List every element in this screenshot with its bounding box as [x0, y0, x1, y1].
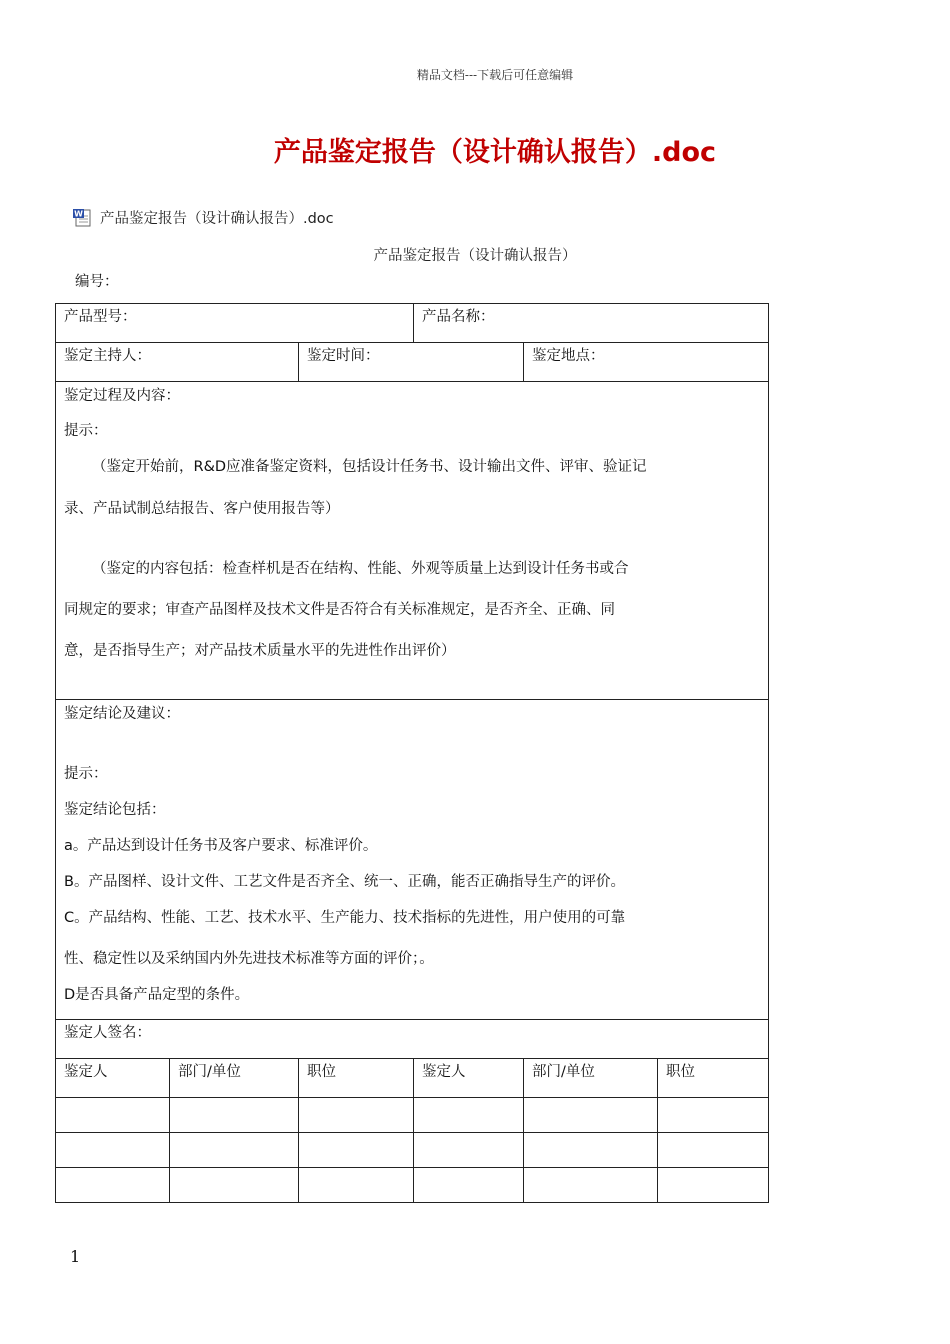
process-tip: 提示：: [64, 423, 108, 439]
conclusion-item-b: B。产品图样、设计文件、工艺文件是否齐全、统一、正确，能否正确指导生产的评价。: [64, 874, 625, 890]
sig-header-appraiser-2: 鉴定人: [414, 1059, 524, 1098]
conclusion-item-a: a。产品达到设计任务书及客户要求、标准评价。: [64, 838, 378, 854]
conclusion-item-c-line-1: C。产品结构、性能、工艺、技术水平、生产能力、技术指标的先进性，用户使用的可靠: [64, 910, 626, 926]
host-cell[interactable]: 鉴定主持人：: [56, 343, 299, 382]
sig-header-department-2: 部门/单位: [524, 1059, 658, 1098]
conclusion-tip: 提示：: [64, 766, 108, 782]
sig-cell[interactable]: [56, 1133, 170, 1168]
sig-cell[interactable]: [414, 1098, 524, 1133]
process-paragraph-1-line-1: （鉴定开始前，R&D应准备鉴定资料，包括设计任务书、设计输出文件、评审、验证记: [92, 459, 647, 475]
sig-cell[interactable]: [170, 1168, 299, 1203]
svg-text:W: W: [74, 209, 83, 218]
place-cell[interactable]: 鉴定地点：: [524, 343, 769, 382]
sig-cell[interactable]: [170, 1133, 299, 1168]
sig-cell[interactable]: [658, 1133, 769, 1168]
signature-row: [56, 1133, 769, 1168]
sig-cell[interactable]: [524, 1133, 658, 1168]
sig-cell[interactable]: [56, 1098, 170, 1133]
sig-cell[interactable]: [414, 1133, 524, 1168]
product-name-cell[interactable]: 产品名称：: [414, 304, 769, 343]
document-subtitle: 产品鉴定报告（设计确认报告）: [373, 248, 577, 264]
sig-header-department: 部门/单位: [170, 1059, 299, 1098]
page-number: 1: [70, 1247, 81, 1266]
sig-cell[interactable]: [299, 1098, 414, 1133]
conclusion-item-c-line-2: 性、稳定性以及采纳国内外先进技术标准等方面的评价；。: [64, 951, 434, 967]
sig-cell[interactable]: [299, 1133, 414, 1168]
conclusion-cell[interactable]: [56, 700, 769, 1020]
sig-cell[interactable]: [299, 1168, 414, 1203]
process-title: 鉴定过程及内容：: [64, 388, 180, 404]
sig-cell[interactable]: [658, 1098, 769, 1133]
process-paragraph-2-line-3: 意，是否指导生产；对产品技术质量水平的先进性作出评价）: [64, 643, 456, 659]
sig-cell[interactable]: [658, 1168, 769, 1203]
sig-header-appraiser: 鉴定人: [56, 1059, 170, 1098]
process-paragraph-2-line-1: （鉴定的内容包括：检查样机是否在结构、性能、外观等质量上达到设计任务书或合: [92, 561, 629, 577]
document-title: 产品鉴定报告（设计确认报告）.doc: [273, 137, 717, 168]
sig-header-position: 职位: [299, 1059, 414, 1098]
product-model-cell[interactable]: 产品型号：: [56, 304, 414, 343]
process-paragraph-1-line-2: 录、产品试制总结报告、客户使用报告等）: [64, 501, 340, 517]
appraisal-form: [55, 303, 769, 1203]
signature-row: [56, 1098, 769, 1133]
process-paragraph-2-line-2: 同规定的要求；审查产品图样及技术文件是否符合有关标准规定，是否齐全、正确、同: [64, 602, 615, 618]
sig-header-position-2: 职位: [658, 1059, 769, 1098]
word-doc-icon: [72, 208, 92, 228]
time-cell[interactable]: 鉴定时间：: [299, 343, 524, 382]
signature-row: [56, 1168, 769, 1203]
sig-cell[interactable]: [56, 1168, 170, 1203]
file-line: [72, 207, 334, 228]
conclusion-item-d: D是否具备产品定型的条件。: [64, 987, 250, 1003]
conclusion-title: 鉴定结论及建议：: [64, 706, 180, 722]
header-note: 精品文档---下载后可任意编辑: [416, 68, 574, 82]
process-cell[interactable]: [56, 382, 769, 700]
sig-cell[interactable]: [414, 1168, 524, 1203]
conclusion-includes: 鉴定结论包括：: [64, 802, 166, 818]
number-label: 编号：: [75, 274, 119, 290]
sig-cell[interactable]: [170, 1098, 299, 1133]
signature-title-cell: 鉴定人签名：: [56, 1020, 769, 1059]
file-name: 产品鉴定报告（设计确认报告）.doc: [100, 211, 334, 227]
sig-cell[interactable]: [524, 1168, 658, 1203]
sig-cell[interactable]: [524, 1098, 658, 1133]
